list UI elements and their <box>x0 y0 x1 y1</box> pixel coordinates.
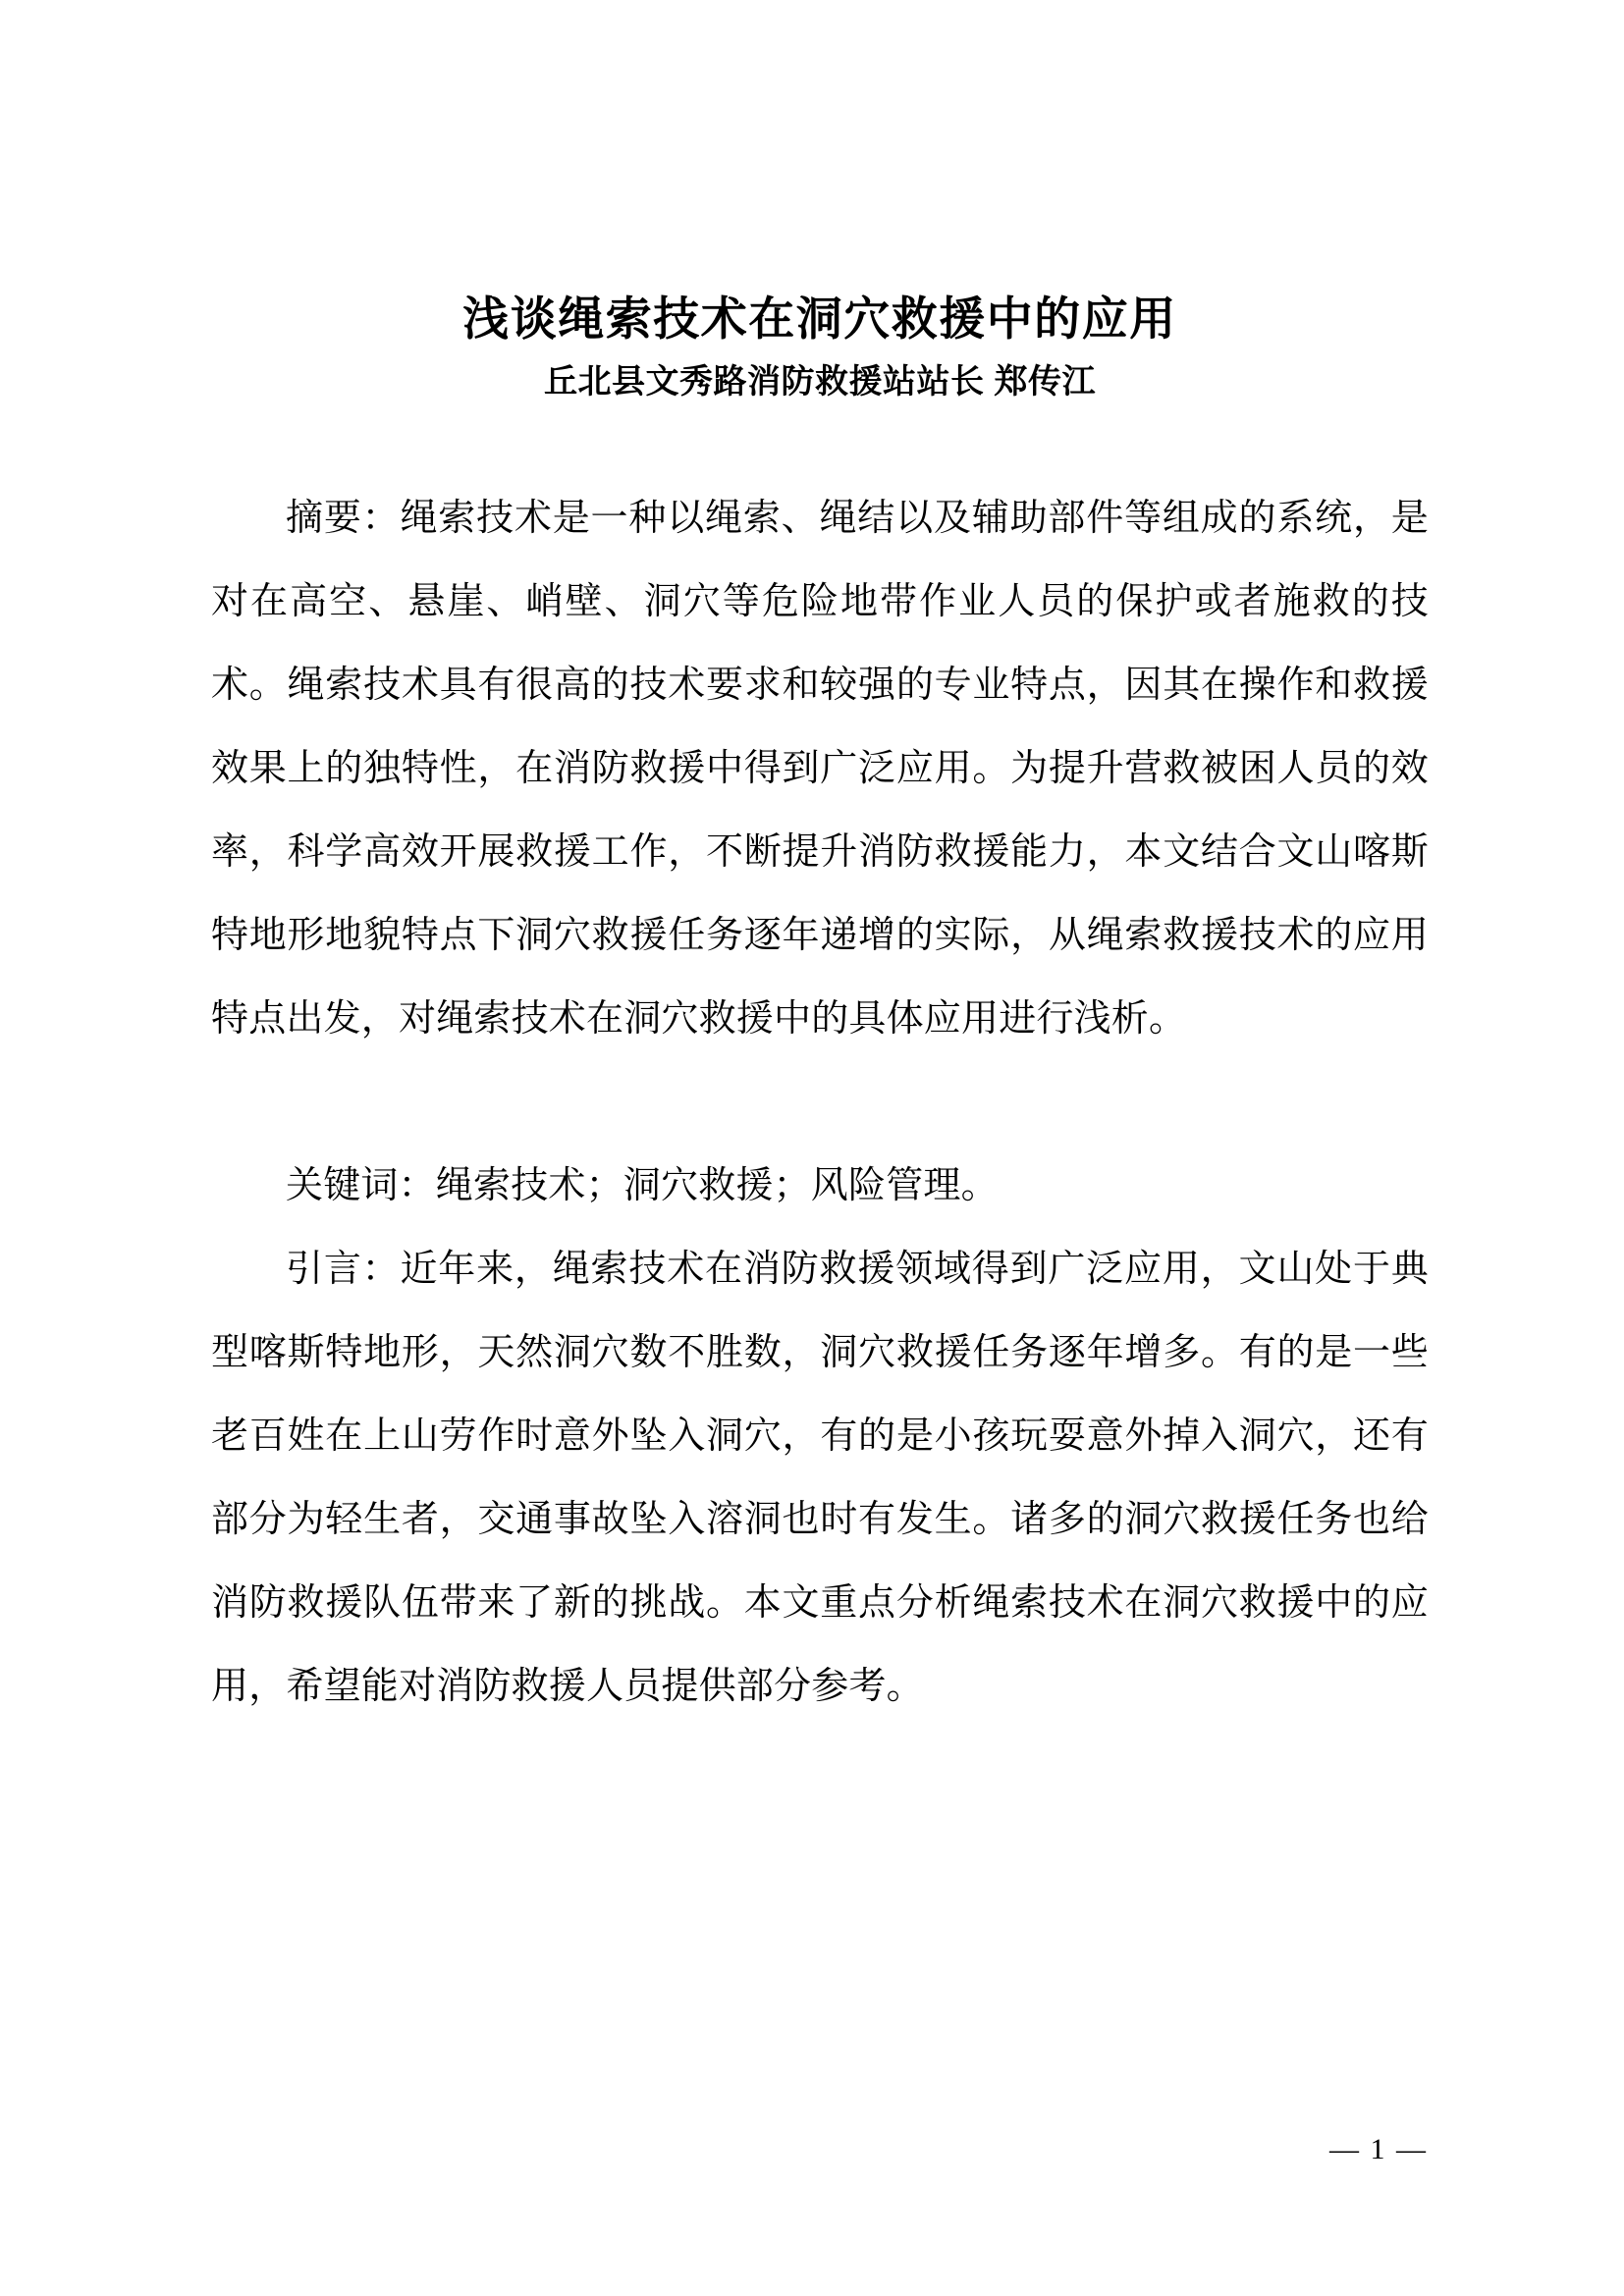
page-number: — 1 — <box>1329 2133 1428 2165</box>
title-block <box>211 0 1429 404</box>
author-byline: 丘北县文秀路消防救援站站长 郑传江 <box>544 363 1096 401</box>
introduction-paragraph: 引言：近年来，绳索技术在消防救援领域得到广泛应用，文山处于典型喀斯特地形，天然洞穴数不胜数，洞穴救援任务逐年增多。有的是一些老百姓在上山劳作时意外坠入洞穴，有的是小孩玩耍意外掉入洞穴，还有部分为轻生者，交通事故坠入溶洞也时有发生。诸多的洞穴救援任务也给消防救援队伍带来了新的挑战。本文重点分析绳索技术在洞穴救援中的应用，希望能对消防救援人员提供部分参考。 <box>211 1248 1429 1707</box>
abstract-paragraph: 摘要：绳索技术是一种以绳索、绳结以及辅助部件等组成的系统，是对在高空、悬崖、峭壁、洞穴等危险地带作业人员的保护或者施救的技术。绳索技术具有很高的技术要求和较强的专业特点，因其在操作和救援效果上的独特性，在消防救援中得到广泛应用。为提升营救被困人员的效率，科学高效开展救援工作，不断提升消防救援能力，本文结合文山喀斯特地形地貌特点下洞穴救援任务逐年递增的实际，从绳索救援技术的应用特点出发，对绳索技术在洞穴救援中的具体应用进行浅析。 <box>211 497 1429 1040</box>
page-title: 浅谈绳索技术在洞穴救援中的应用 <box>462 293 1177 345</box>
page-content <box>211 0 1429 1729</box>
document-body <box>211 477 1429 1729</box>
paragraph-spacer <box>211 1061 1429 1145</box>
page-footer <box>211 2135 1428 2164</box>
keywords-paragraph: 关键词：绳索技术；洞穴救援；风险管理。 <box>286 1164 999 1206</box>
